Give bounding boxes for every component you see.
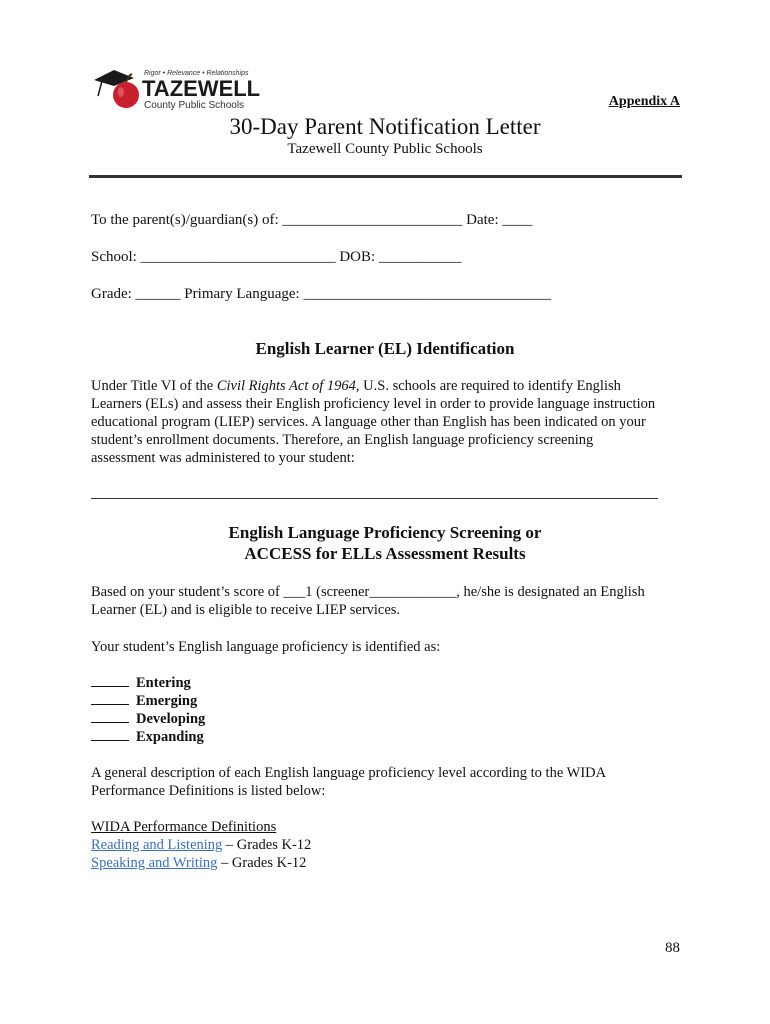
apple-icon <box>113 82 139 108</box>
title-vi-paragraph <box>91 377 681 467</box>
blank-answer-line <box>91 498 658 499</box>
section-heading-screening-line1: English Language Proficiency Screening or <box>228 523 542 542</box>
level-blank[interactable] <box>91 728 129 741</box>
wida-links <box>91 818 681 872</box>
parent-field-line: To the parent(s)/guardian(s) of: ________________________ Date: ____ <box>91 212 533 228</box>
logo-graphic <box>92 62 262 112</box>
level-label: Emerging <box>136 693 198 709</box>
level-expanding <box>91 728 204 746</box>
level-blank[interactable] <box>91 710 129 723</box>
school-field-line: School: __________________________ DOB: ___________ <box>91 249 462 265</box>
reading-listening-link[interactable]: Reading and Listening <box>91 837 223 853</box>
desc-line2: Performance Definitions is listed below: <box>91 783 326 799</box>
level-developing <box>91 710 205 728</box>
page-number: 88 <box>665 940 680 956</box>
civil-rights-act-text: Civil Rights Act of 1964 <box>216 378 356 394</box>
level-blank[interactable] <box>91 674 129 687</box>
para-line4: student’s enrollment documents. Therefore, an English language proficiency screening <box>91 432 594 448</box>
page-title: 30-Day Parent Notification Letter <box>229 114 541 139</box>
score-line1: Based on your student’s score of ___1 (screener____________, he/she is designated an English <box>91 584 645 600</box>
para-line3: educational program (LIEP) services. A language other than English has been indicated on your <box>91 414 646 430</box>
para-line2: Learners (ELs) and assess their English proficiency level in order to provide language instruction <box>91 396 656 412</box>
level-entering <box>91 674 191 692</box>
logo-subname: County Public Schools <box>144 100 245 111</box>
score-paragraph <box>91 583 681 619</box>
link1-grades: – Grades K-12 <box>222 837 312 853</box>
level-blank[interactable] <box>91 692 129 705</box>
appendix-label: Appendix A <box>608 94 680 109</box>
tazewell-logo <box>92 62 262 112</box>
link2-grades: – Grades K-12 <box>217 855 307 871</box>
grade-field-line: Grade: ______ Primary Language: _________________________________ <box>91 286 551 302</box>
section-heading-el-identification: English Learner (EL) Identification <box>255 339 515 358</box>
desc-line1: A general description of each English language proficiency level according to the WIDA <box>91 765 607 781</box>
level-label: Developing <box>136 711 206 727</box>
logo-tagline: Rigor • Relevance • Relationships <box>144 70 249 77</box>
level-label: Expanding <box>136 729 204 745</box>
level-label: Entering <box>136 675 191 691</box>
wida-performance-definitions-title: WIDA Performance Definitions <box>91 819 277 835</box>
level-emerging <box>91 692 197 710</box>
score-line2: Learner (EL) and is eligible to receive LIEP services. <box>91 602 401 618</box>
speaking-writing-link[interactable]: Speaking and Writing <box>91 855 218 871</box>
para-line1-rest: , U.S. schools are required to identify English <box>355 378 621 394</box>
page-subtitle: Tazewell County Public Schools <box>287 141 483 157</box>
proficiency-identified-text: Your student’s English language proficiency is identified as: <box>91 639 441 655</box>
para-lead: Under Title VI of the <box>91 378 217 394</box>
header-divider <box>89 175 682 178</box>
section-heading-screening-line2: ACCESS for ELLs Assessment Results <box>244 544 526 563</box>
wida-description-paragraph <box>91 764 681 800</box>
logo-name: TAZEWELL <box>142 76 261 101</box>
para-line5: assessment was administered to your student: <box>91 450 355 466</box>
